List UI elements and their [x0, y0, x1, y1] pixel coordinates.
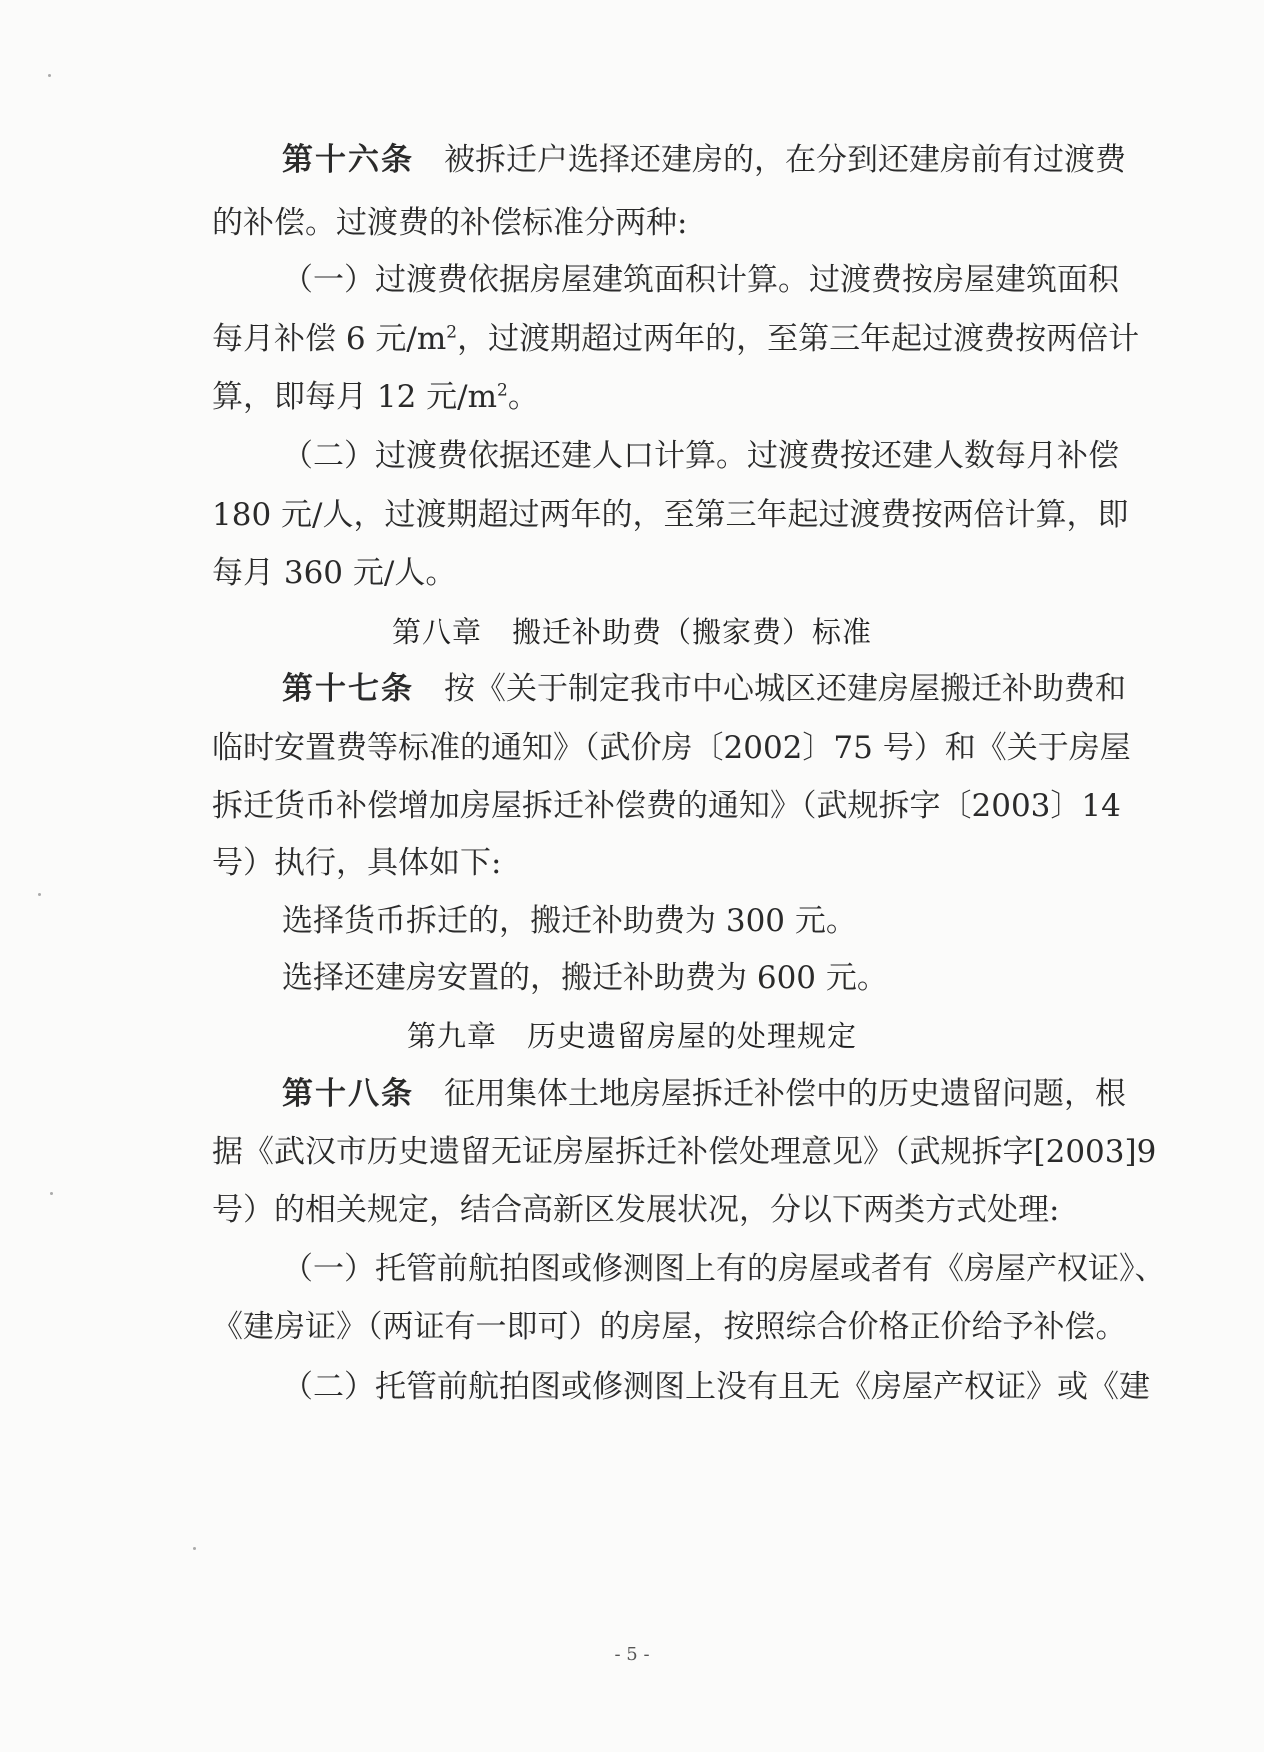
item-1-line-2: 每月补偿 6 元$/m^2$，过渡期超过两年的，至第三年起过渡费按两倍计	[212, 321, 1140, 357]
item-1-line-1: （一）过渡费依据房屋建筑面积计算。过渡费按房屋建筑面积	[282, 262, 1119, 298]
article-16-line-2: 的补偿。过渡费的补偿标准分两种:	[212, 205, 688, 241]
article-18-line-2: 据《武汉市历史遗留无证房屋拆迁补偿处理意见》（武规拆字[2003]9	[212, 1134, 1157, 1170]
chapter-9-heading: 第九章 历史遗留房屋的处理规定	[406, 1019, 857, 1053]
article-16-label: 第十六条	[282, 142, 414, 178]
article-18-line-1: 第十八条 征用集体土地房屋拆迁补偿中的历史遗留问题，根	[282, 1076, 1126, 1112]
page-number: - 5 -	[614, 1644, 650, 1665]
item-2-line-3: 每月 360 元/人。	[212, 555, 457, 591]
article-17-line-2: 临时安置费等标准的通知》（武价房〔2002〕75 号）和《关于房屋	[212, 730, 1131, 766]
scan-speck	[50, 1192, 53, 1195]
article-18-line-4: （一）托管前航拍图或修测图上有的房屋或者有《房屋产权证》、	[282, 1251, 1166, 1287]
article-17-line-3: 拆迁货币补偿增加房屋拆迁补偿费的通知》（武规拆字〔2003〕14	[212, 788, 1121, 824]
article-17-line-6: 选择还建房安置的，搬迁补助费为 600 元。	[282, 960, 888, 996]
item-1-line-3: 算，即每月 12 元$/m^2$。	[212, 379, 539, 415]
article-18-line-6: （二）托管前航拍图或修测图上没有且无《房屋产权证》或《建	[282, 1369, 1150, 1405]
article-18-line-5: 《建房证》（两证有一即可）的房屋，按照综合价格正价给予补偿。	[212, 1309, 1127, 1345]
scan-speck	[38, 893, 41, 896]
article-17-line-1: 第十七条 按《关于制定我市中心城区还建房屋搬迁补助费和	[282, 671, 1126, 707]
article-18-label: 第十八条	[282, 1076, 414, 1112]
item-2-line-1: （二）过渡费依据还建人口计算。过渡费按还建人数每月补偿	[282, 438, 1119, 474]
article-17-label: 第十七条	[282, 671, 414, 707]
item-2-line-2: 180 元/人，过渡期超过两年的，至第三年起过渡费按两倍计算，即	[212, 497, 1129, 533]
scan-speck	[193, 1547, 196, 1550]
chapter-8-heading: 第八章 搬迁补助费（搬家费）标准	[391, 615, 872, 649]
article-18-line-3: 号）的相关规定，结合高新区发展状况，分以下两类方式处理:	[212, 1192, 1060, 1228]
scan-speck	[48, 74, 51, 77]
article-16-line-1: 第十六条 被拆迁户选择还建房的，在分到还建房前有过渡费	[282, 142, 1126, 178]
article-17-line-4: 号）执行，具体如下:	[212, 845, 502, 881]
article-17-line-5: 选择货币拆迁的，搬迁补助费为 300 元。	[282, 903, 857, 939]
